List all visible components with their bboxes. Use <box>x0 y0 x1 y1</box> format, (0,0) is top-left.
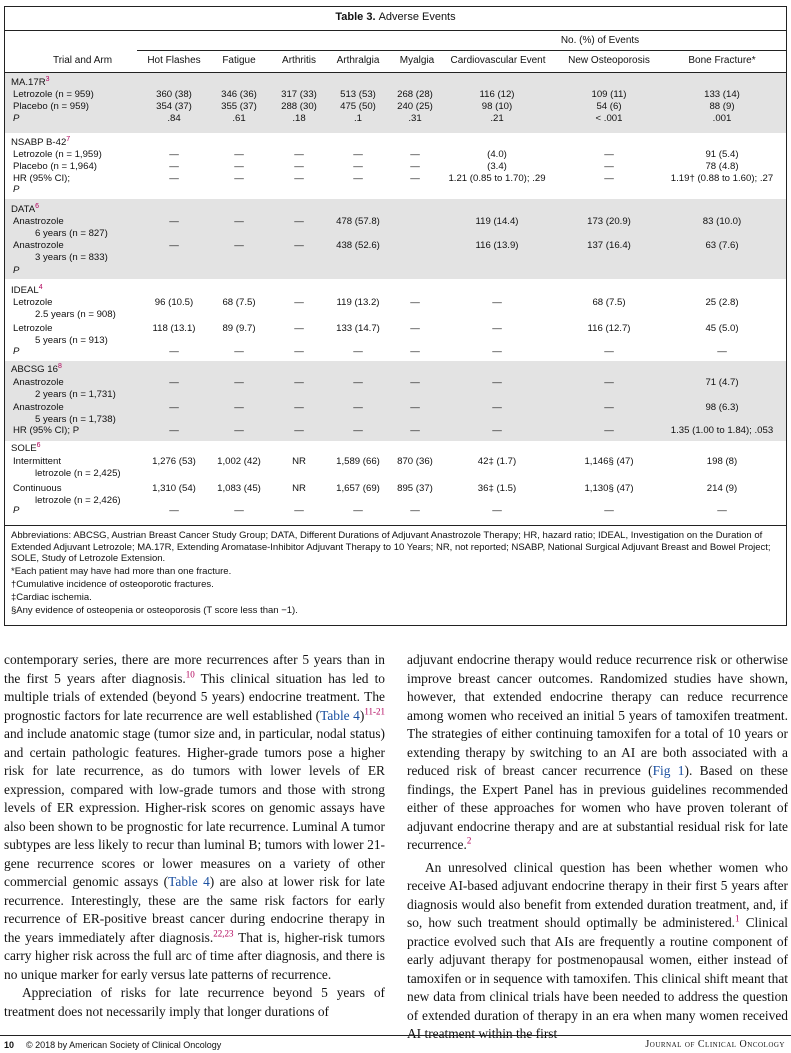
table-cell: — <box>492 377 502 388</box>
table-cell: 98 (6.3) <box>705 402 739 413</box>
table-cell: — <box>492 425 502 436</box>
table-cell: — <box>604 161 614 172</box>
col-header-fracture: Bone Fracture* <box>688 55 756 66</box>
table-cell: 1,310 (54) <box>152 483 196 494</box>
table-4-link[interactable]: Table 4 <box>168 874 210 889</box>
table-cell: — <box>604 173 614 184</box>
table-title: Table 3. Adverse Events <box>335 11 456 23</box>
row-sublabel: 5 years (n = 913) <box>35 335 108 346</box>
table-cell: — <box>294 297 304 308</box>
table-cell: NR <box>292 456 306 467</box>
table-cell: — <box>169 161 179 172</box>
table-cell: 137 (16.4) <box>587 240 631 251</box>
table-cell: .84 <box>167 113 181 124</box>
table-cell: — <box>234 240 244 251</box>
row-label: Anastrozole <box>13 216 64 227</box>
table-cell: 240 (25) <box>397 101 433 112</box>
table-cell: 119 (13.2) <box>336 297 380 308</box>
table-cell: 1,130§ (47) <box>584 483 634 494</box>
table-cell: 475 (50) <box>340 101 376 112</box>
table-cell: 870 (36) <box>397 456 433 467</box>
trial-nsabp: NSABP $B-42^7$ <box>11 135 71 148</box>
table-cell: — <box>234 377 244 388</box>
table-cell: — <box>604 402 614 413</box>
table-cell: — <box>169 425 179 436</box>
table-cell: .18 <box>292 113 306 124</box>
table-cell: 133 (14) <box>704 89 740 100</box>
table-cell: 317 (33) <box>281 89 317 100</box>
table-cell: — <box>169 216 179 227</box>
table-cell: 214 (9) <box>706 483 738 494</box>
col-header-fatigue: Fatigue <box>222 55 256 66</box>
row-sublabel: 2 years (n = 1,731) <box>35 389 116 400</box>
table-cell: 63 (7.6) <box>705 240 739 251</box>
journal-name: Journal of Clinical Oncology <box>645 1039 785 1050</box>
table-cell: 355 (37) <box>221 101 257 112</box>
row-label: Letrozole <box>13 297 53 308</box>
table-cell: 116 (12.7) <box>587 323 631 334</box>
table-cell: (3.4) <box>487 161 507 172</box>
table-cell: — <box>234 216 244 227</box>
table-cell: 513 (53) <box>340 89 376 100</box>
table-cell: — <box>294 240 304 251</box>
table-cell: — <box>410 425 420 436</box>
table-cell: — <box>294 161 304 172</box>
table-cell: 1.21 (0.85 to 1.70); .29 <box>448 173 546 184</box>
table-cell: 346 (36) <box>221 89 257 100</box>
table-cell: 360 (38) <box>156 89 192 100</box>
table-cell: — <box>410 377 420 388</box>
row-sublabel: 6 years (n = 827) <box>35 228 108 239</box>
table-cell: 438 (52.6) <box>336 240 380 251</box>
adverse-events-table <box>4 6 787 626</box>
table-cell: — <box>717 346 727 357</box>
row-label: HR (95% CI); <box>13 173 71 184</box>
row-label: P <box>13 113 20 124</box>
table-cell: 1,146§ (47) <box>584 456 634 467</box>
table-cell: — <box>410 323 420 334</box>
table-cell: — <box>410 297 420 308</box>
table-cell: — <box>294 216 304 227</box>
table-cell: — <box>410 505 420 516</box>
row-label: P <box>13 346 20 357</box>
row-label: P <box>13 184 20 195</box>
row-sublabel: 3 years (n = 833) <box>35 252 108 263</box>
table-cell: — <box>353 425 363 436</box>
col-header-arthralgia: Arthralgia <box>336 55 380 66</box>
table-cell: — <box>410 173 420 184</box>
fig-1-link[interactable]: Fig 1 <box>652 763 685 778</box>
table-cell: 173 (20.9) <box>587 216 631 227</box>
table-cell: — <box>294 323 304 334</box>
table-cell: 288 (30) <box>281 101 317 112</box>
table-cell: 109 (11) <box>591 89 627 100</box>
table-cell: — <box>234 173 244 184</box>
table-cell: — <box>234 149 244 160</box>
table-cell: — <box>492 402 502 413</box>
row-label: P <box>13 265 20 276</box>
table-cell: 133 (14.7) <box>336 323 380 334</box>
table-cell: — <box>353 402 363 413</box>
trial-ma17r: $MA.17R^3$ <box>11 75 50 88</box>
table-cell: 895 (37) <box>397 483 433 494</box>
table-cell: 25 (2.8) <box>705 297 739 308</box>
table-cell: — <box>353 161 363 172</box>
table-cell: — <box>353 173 363 184</box>
table-cell: — <box>410 149 420 160</box>
row-sublabel: letrozole (n = 2,426) <box>35 495 121 506</box>
col-header-arthritis: Arthritis <box>282 55 316 66</box>
table-cell: < .001 <box>595 113 623 124</box>
table-cell: 1.19† (0.88 to 1.60); .27 <box>670 173 774 184</box>
row-label: Anastrozole <box>13 402 64 413</box>
table-cell: 118 (13.1) <box>152 323 196 334</box>
row-sublabel: 5 years (n = 1,738) <box>35 414 116 425</box>
table-cell: — <box>604 505 614 516</box>
table-cell: — <box>234 505 244 516</box>
table-cell: 478 (57.8) <box>336 216 380 227</box>
row-label: Letrozole (n = 1,959) <box>13 149 102 160</box>
table-cell: — <box>294 402 304 413</box>
col-header-trial: Trial and Arm <box>52 55 113 66</box>
body-paragraph: contemporary series, there are more recurrences after 5 years than in the first 5 years after diagnosis.$^{10}$ This clinical situation has led to multiple trials of extended (beyond 5 years) endocrine treatment. The prognostic factors for late recurrence are well established (Table 4)$^{11-21}$ and include anatomic stage (tumor size and, in particular, nodal status) and certain pathologic features. Higher-grade tumors pose a higher risk for late recurrence, as do tumors with lower levels of ER expression, compared with low-grade tumors and those with strong levels of ER expression. Higher-risk scores on genomic assays have also been shown to be prognostic for late recurrence. Luminal A tumor subtypes are less likely to recur than luminal B; tumors with lower 21-gene recurrence scores or lower measures on a variety of other commercial genomic assays (Table 4) are also at lower risk for late recurrence. Interestingly, these are the same risk factors for early recurrence of ER-positive breast cancer during endocrine therapy in the years immediately after diagnosis.$^{22,23}$ That is, higher-risk tumors carry higher risk across the full arc of time after diagnosis, and there is no unique marker for early versus late patterns of recurrence. <box>4 652 386 982</box>
table-cell: — <box>353 377 363 388</box>
table-cell: — <box>169 346 179 357</box>
table-cell: .21 <box>490 113 504 124</box>
col-header-hot-flashes: Hot Flashes <box>147 55 201 66</box>
table-cell: 1,657 (69) <box>336 483 380 494</box>
table-cell: .61 <box>232 113 246 124</box>
row-label: Anastrozole <box>13 377 64 388</box>
table-cell: — <box>234 425 244 436</box>
page-number: 10 <box>4 1040 15 1050</box>
table-cell: 116 (12) <box>479 89 515 100</box>
footnote: †Cumulative incidence of osteoporotic fractures. <box>11 579 214 590</box>
copyright: © 2018 by American Society of Clinical Oncology <box>26 1040 222 1050</box>
table-cell: — <box>604 346 614 357</box>
table-cell: 36‡ (1.5) <box>477 483 517 494</box>
table-cell: — <box>604 377 614 388</box>
table-cell: — <box>294 505 304 516</box>
table-cell: — <box>604 425 614 436</box>
table-cell: 1,002 (42) <box>217 456 261 467</box>
row-label: Intermittent <box>13 456 61 467</box>
trial-sole: SOLE$^6$ <box>11 441 41 454</box>
table-cell: — <box>169 377 179 388</box>
table-cell: — <box>169 505 179 516</box>
table-cell: — <box>234 402 244 413</box>
table-cell: 1,589 (66) <box>336 456 380 467</box>
table-cell: — <box>169 173 179 184</box>
table-cell: 83 (10.0) <box>702 216 742 227</box>
table-cell: — <box>717 505 727 516</box>
table-cell: .31 <box>408 113 422 124</box>
table-cell: 1,083 (45) <box>217 483 261 494</box>
table-cell: 89 (9.7) <box>222 323 256 334</box>
table-cell: .001 <box>712 113 732 124</box>
table-cell: .1 <box>353 113 362 124</box>
table-cell: — <box>294 149 304 160</box>
table-cell: — <box>410 161 420 172</box>
table-cell: — <box>604 149 614 160</box>
trial-ideal: IDEAL$^4$ <box>11 283 43 296</box>
group-header: No. (%) of Events <box>560 35 640 46</box>
table-cell: — <box>169 240 179 251</box>
table-cell: 42‡ (1.7) <box>477 456 517 467</box>
table-abbreviations: Abbreviations: ABCSG, Austrian Breast Cancer Study Group; DATA, Different Durations of Adjuvant Anastrozole Therapy; HR, hazard ratio; IDEAL, Investigation on the Duration of Extended Adjuvant Letrozole; MA.17R, Extending Aromatase-Inhibitor Adjuvant Therapy to 10 Years; NR, not reported; NSABP, National Surgical Adjuvant Breast and Bowel Project; SOLE, Study of Letrozole Extension. <box>11 530 771 564</box>
col-header-myalgia: Myalgia <box>399 55 435 66</box>
row-sublabel: letrozole (n = 2,425) <box>35 468 121 479</box>
row-label: Anastrozole <box>13 240 64 251</box>
table-cell: — <box>353 149 363 160</box>
table-cell: — <box>234 346 244 357</box>
table-cell: — <box>353 346 363 357</box>
body-column-left <box>4 651 385 1021</box>
table-cell: — <box>410 346 420 357</box>
table-cell: — <box>492 346 502 357</box>
trial-data: DATA$^6$ <box>11 202 40 215</box>
table-cell: 96 (10.5) <box>154 297 194 308</box>
table-cell: 68 (7.5) <box>222 297 256 308</box>
row-label: Continuous <box>13 483 62 494</box>
row-label: Letrozole <box>13 323 53 334</box>
table-4-link[interactable]: Table 4 <box>320 707 360 723</box>
table-cell: 354 (37) <box>156 101 192 112</box>
table-cell: — <box>234 161 244 172</box>
table-cell: 119 (14.4) <box>475 216 519 227</box>
table-cell: — <box>169 149 179 160</box>
row-label: Letrozole (n = 959) <box>13 89 94 100</box>
table-cell: 88 (9) <box>709 101 735 112</box>
table-cell: 68 (7.5) <box>592 297 626 308</box>
footnote: ‡Cardiac ischemia. <box>11 592 92 603</box>
table-cell: 1.35 (1.00 to 1.84); .053 <box>670 425 774 436</box>
table-cell: — <box>294 425 304 436</box>
row-label: HR (95% CI); P <box>13 425 80 436</box>
body-paragraph: adjuvant endocrine therapy would reduce recurrence risk or otherwise improve breast cancer outcomes. Randomized studies have shown, however, that extended endocrine therapy can reduce recurrence among women who received an initial 5 years of tamoxifen treatment. The strategies of either continuing tamoxifen for a total of 10 years or extending therapy by switching to an AI are both associated with a reduced risk of breast cancer recurrence (Fig 1). Based on these findings, the Expert Panel has in previous guidelines recommended either of these approaches for women who have proven tolerant of adjuvant endocrine therapy and are at substantial residual risk for late recurrence.$^2$ <box>407 652 788 852</box>
table-cell: 71 (4.7) <box>705 377 739 388</box>
table-cell: 91 (5.4) <box>705 149 739 160</box>
table-cell: 54 (6) <box>596 101 622 112</box>
table-cell: (4.0) <box>487 149 507 160</box>
table-cell: — <box>353 505 363 516</box>
table-cell: — <box>294 346 304 357</box>
col-header-osteoporosis: New Osteoporosis <box>568 55 650 66</box>
table-cell: 78 (4.8) <box>705 161 739 172</box>
row-label: P <box>13 505 20 516</box>
table-cell: 116 (13.9) <box>475 240 519 251</box>
table-cell: — <box>410 402 420 413</box>
row-label: Placebo (n = 1,964) <box>13 161 98 172</box>
table-cell: 45 (5.0) <box>705 323 739 334</box>
table-cell: NR <box>292 483 306 494</box>
table-cell: 268 (28) <box>397 89 433 100</box>
col-header-cardiovascular: Cardiovascular Event <box>450 55 546 66</box>
row-sublabel: 2.5 years (n = 908) <box>35 309 116 320</box>
table-cell: — <box>169 402 179 413</box>
table-cell: — <box>492 297 502 308</box>
table-cell: — <box>294 377 304 388</box>
body-column-right <box>407 651 788 1044</box>
table-cell: — <box>492 323 502 334</box>
row-label: Placebo (n = 959) <box>13 101 90 112</box>
table-cell: — <box>294 173 304 184</box>
table-cell: — <box>492 505 502 516</box>
trial-abcsg: ABCSG $16^8$ <box>11 362 62 375</box>
table-cell: 198 (8) <box>706 456 738 467</box>
body-paragraph: An unresolved clinical question has been whether women who receive AI-based adjuvant endocrine therapy in their first 5 years after diagnosis would also benefit from extended duration treatment, and, if so, how such treatment should optimally be administered.$^1$ Clinical practice evolved such that AIs are frequently a routine component of early adjuvant therapy for postmenopausal women, either instead of tamoxifen or in sequence with tamoxifen. This clinical shift meant that new data from clinical trials have been needed to address the question of extended duration of therapy in an era when many women received AI treatment within the first <box>407 859 789 1041</box>
table-cell: 98 (10) <box>481 101 513 112</box>
table-cell: 1,276 (53) <box>152 456 196 467</box>
footnote: *Each patient may have had more than one fracture. <box>11 566 232 577</box>
footnote: §Any evidence of osteopenia or osteoporosis (T score less than −1). <box>11 605 298 616</box>
body-paragraph: Appreciation of risks for late recurrence beyond 5 years of treatment does not necessarily imply that longer durations of <box>4 985 385 1019</box>
